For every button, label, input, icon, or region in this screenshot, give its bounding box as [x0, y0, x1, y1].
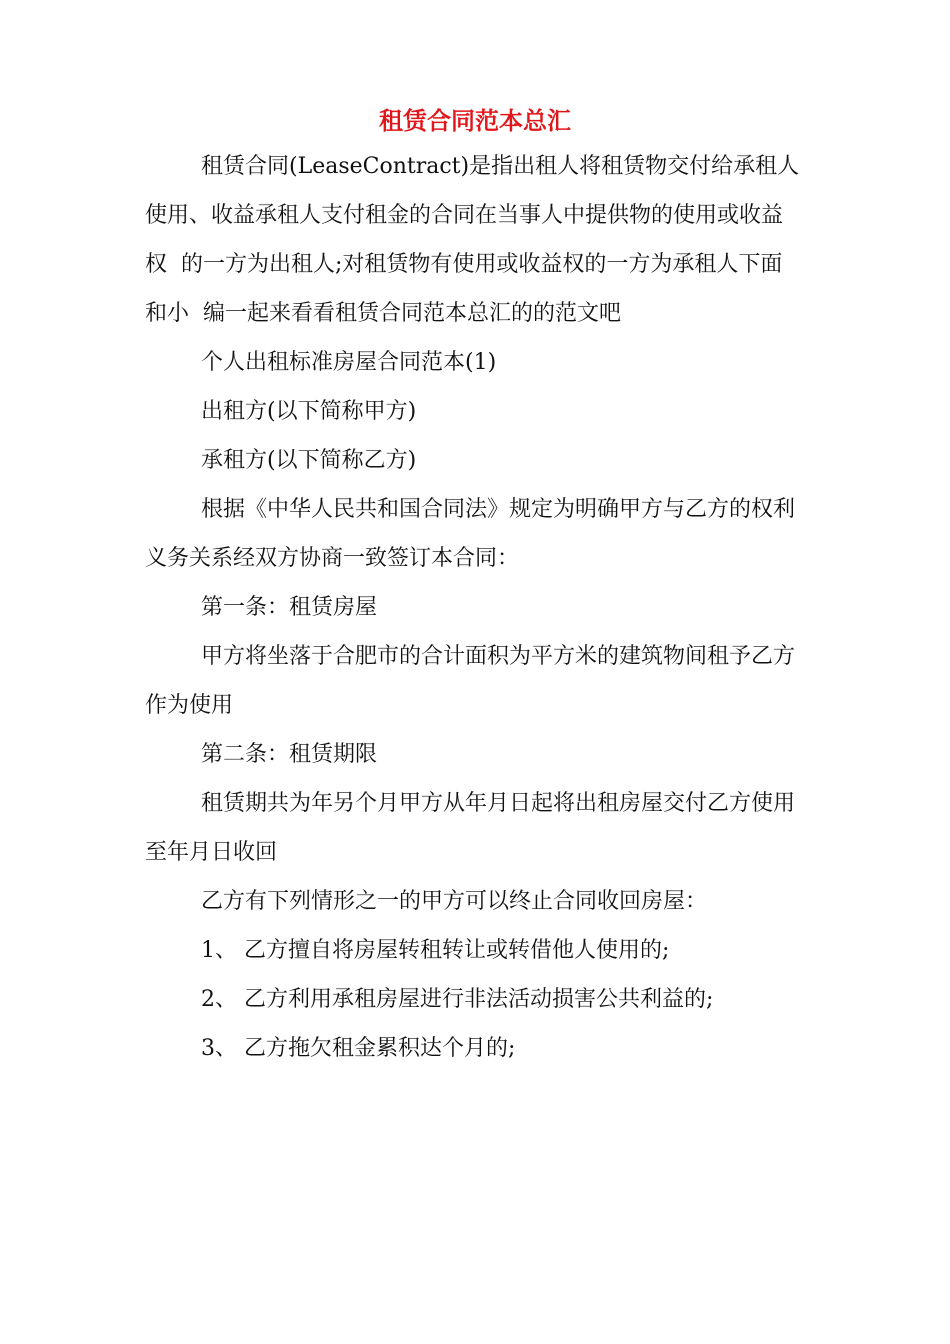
intro-line-1: 租赁合同(LeaseContract)是指出租人将租赁物交付给承租人: [201, 154, 800, 179]
termination-intro: 乙方有下列情形之一的甲方可以终止合同收回房屋：: [201, 889, 708, 914]
article1-heading: 第一条：租赁房屋: [201, 595, 378, 620]
article2-line-1: 租赁期共为年另个月甲方从年月日起将出租房屋交付乙方使用: [201, 791, 796, 816]
article1-line-1: 甲方将坐落于合肥市的合计面积为平方米的建筑物间租予乙方: [201, 644, 796, 669]
sample-heading: 个人出租标准房屋合同范本(1): [201, 350, 497, 375]
termination-item-2: 2、 乙方利用承租房屋进行非法活动损害公共利益的;: [201, 987, 714, 1012]
basis-line-2: 义务关系经双方协商一致签订本合同：: [145, 546, 520, 571]
article1-line-2: 作为使用: [145, 693, 234, 718]
intro-line-3: 权 的一方为出租人;对租赁物有使用或收益权的一方为承租人下面: [145, 252, 783, 277]
termination-item-1: 1、 乙方擅自将房屋转租转让或转借他人使用的;: [201, 938, 670, 963]
document-title: 租赁合同范本总汇: [379, 107, 571, 135]
termination-item-3: 3、 乙方拖欠租金累积达个月的;: [201, 1036, 516, 1061]
lessee-line: 承租方(以下简称乙方): [201, 448, 417, 473]
lessor-line: 出租方(以下简称甲方): [201, 399, 417, 424]
article2-heading: 第二条：租赁期限: [201, 742, 378, 767]
document-body: [145, 142, 810, 1073]
basis-line-1: 根据《中华人民共和国合同法》规定为明确甲方与乙方的权利: [201, 497, 796, 522]
intro-line-4: 和小 编一起来看看租赁合同范本总汇的的范文吧: [145, 301, 621, 326]
article2-line-2: 至年月日收回: [145, 840, 278, 865]
intro-line-2: 使用、收益承租人支付租金的合同在当事人中提供物的使用或收益: [145, 203, 784, 228]
